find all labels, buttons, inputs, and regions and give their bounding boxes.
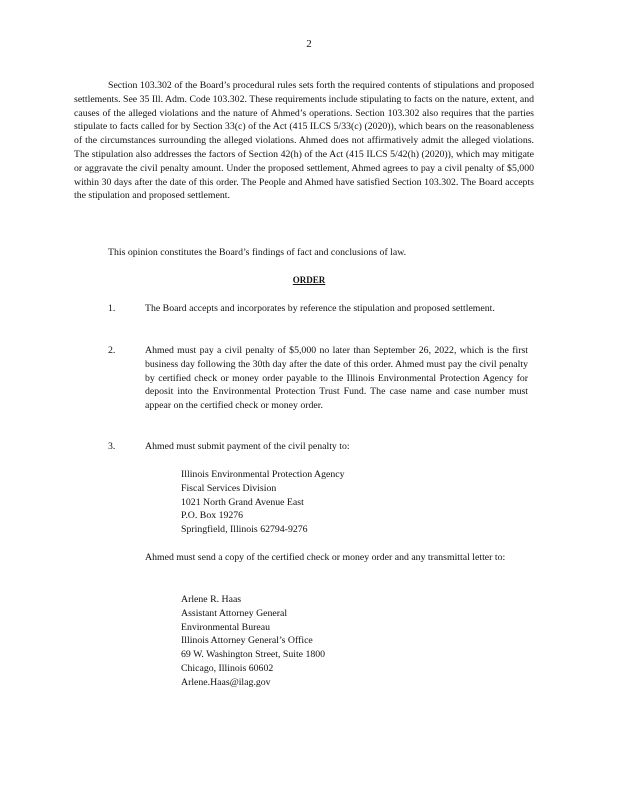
address-line: Fiscal Services Division <box>181 482 277 494</box>
order-item-number: 3. <box>108 441 116 452</box>
address-line: 69 W. Washington Street, Suite 1800 <box>181 649 326 661</box>
page-number: 2 <box>306 38 312 50</box>
address-line: Illinois Attorney General’s Office <box>181 635 313 647</box>
order-item-number: 1. <box>108 303 116 314</box>
order-item-text: The Board accepts and incorporates by reference the stipulation and proposed settlement. <box>145 303 495 314</box>
address-line: 1021 North Grand Avenue East <box>181 496 304 508</box>
copy-instruction: Ahmed must send a copy of the certified check or money order and any transmittal letter to: <box>145 552 506 563</box>
email-link[interactable]: Arlene.Haas@ilag.gov <box>181 676 271 688</box>
payment-address-block <box>181 468 345 537</box>
address-line: Chicago, Illinois 60602 <box>181 662 274 674</box>
address-line: P.O. Box 19276 <box>181 510 244 522</box>
findings-paragraph: This opinion constitutes the Board’s findings of fact and conclusions of law. <box>108 247 407 258</box>
address-line: Assistant Attorney General <box>181 607 288 619</box>
copy-address-block <box>181 593 325 690</box>
order-heading: ORDER <box>292 275 326 285</box>
intro-paragraph: Section 103.302 of the Board’s procedural rules sets forth the required contents of stipulations and proposed settlements. See 35 Ill. Adm. Code 103.302. These requirements include stipulating to facts on the nature, extent, and causes of the alleged violations and the nature of Ahmed’s operations. Section 103.302 also requires that the parties stipulate to facts called for by Section 33(c) of the Act (415 ILCS 5/33(c) (2020)), which bears on the reasonableness of the circumstances surrounding the alleged violations. Ahmed does not affirmatively admit the alleged violations. The stipulation also addresses the factors of Section 42(h) of the Act (415 ILCS 5/42(h) (2020)), which may mitigate or aggravate the civil penalty amount. Under the proposed settlement, Ahmed agrees to pay a civil penalty of $5,000 within 30 days after the date of this order. The People and Ahmed have satisfied Section 103.302. The Board accepts the stipulation and proposed settlement. <box>74 80 534 202</box>
address-line: Illinois Environmental Protection Agency <box>181 469 345 480</box>
address-line: Environmental Bureau <box>181 621 270 633</box>
order-item-number: 2. <box>108 345 116 356</box>
order-item-text: Ahmed must submit payment of the civil penalty to: <box>145 441 350 452</box>
address-line: Arlene R. Haas <box>181 594 242 605</box>
address-line: Springfield, Illinois 62794-9276 <box>181 524 308 536</box>
order-item-text: Ahmed must pay a civil penalty of $5,000 no later than September 26, 2022, which is the first business day following the 30th day after the date of this order. Ahmed must pay the civil penalty by certified check or money order payable to the Illinois Environmental Protection Agency for deposit into the Environmental Protection Trust Fund. The case name and case number must appear on the certified check or money order. <box>145 345 528 412</box>
